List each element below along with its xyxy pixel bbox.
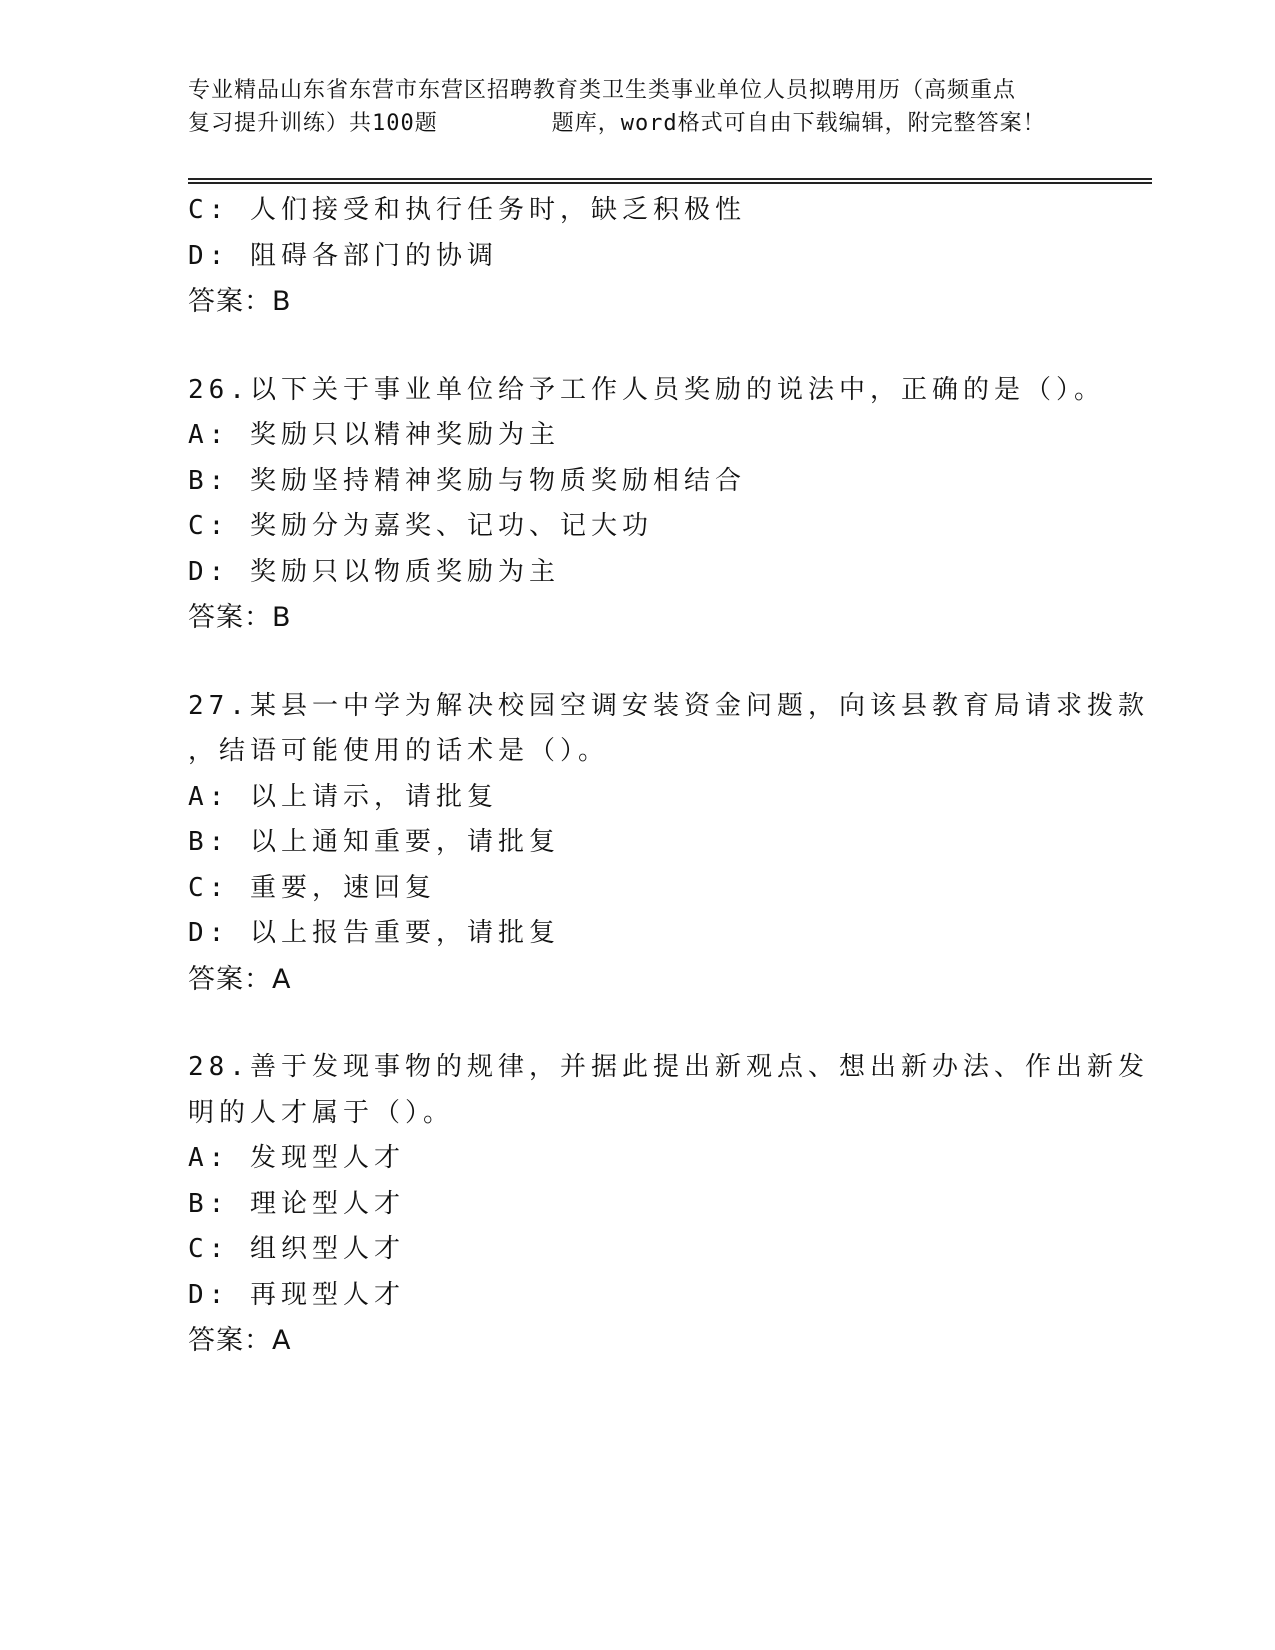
option-c: C: 人们接受和执行任务时，缺乏积极性	[188, 195, 746, 225]
header-rule-top	[188, 178, 1152, 180]
option-d: D: 奖励只以物质奖励为主	[188, 556, 560, 587]
answer-line: 答案：A	[188, 963, 292, 995]
option-d: D: 再现型人才	[188, 1279, 405, 1310]
question-26	[188, 368, 1105, 641]
answer-line: 答案：B	[188, 602, 292, 633]
header-line-1: 专业精品山东省东营市东营区招聘教育类卫生类事业单位人员拟聘用历（高频重点	[188, 78, 1017, 103]
question-stem-continued: 明的人才属于（）。	[188, 1097, 455, 1128]
question-stem-continued: ，结语可能使用的话术是（）。	[188, 736, 610, 766]
question-27	[188, 684, 1149, 1003]
option-c: C: 奖励分为嘉奖、记功、记大功	[188, 511, 653, 541]
option-b: B: 奖励坚持精神奖励与物质奖励相结合	[188, 465, 746, 496]
page-header	[188, 74, 1088, 140]
header-rule-bottom	[188, 182, 1152, 184]
option-d: D: 以上报告重要，请批复	[188, 918, 560, 948]
question-28	[188, 1045, 1149, 1364]
option-a: A: 以上请示，请批复	[188, 781, 498, 812]
header-line-2: 复习提升训练）共100题 题库，word格式可自由下载编辑，附完整答案！	[188, 111, 1046, 136]
question-stem: 27.某县一中学为解决校园空调安装资金问题，向该县教育局请求拨款	[188, 690, 1149, 721]
option-d: D: 阻碍各部门的协调	[188, 240, 498, 271]
document-body	[188, 188, 1149, 1364]
option-a: A: 奖励只以精神奖励为主	[188, 420, 560, 450]
answer-line: 答案：A	[188, 1325, 292, 1356]
option-c: C: 重要，速回复	[188, 872, 436, 903]
option-b: B: 理论型人才	[188, 1188, 405, 1219]
question-25-fragment	[188, 188, 1088, 325]
answer-line: 答案：B	[188, 286, 292, 317]
option-a: A: 发现型人才	[188, 1143, 405, 1173]
question-stem: 26.以下关于事业单位给予工作人员奖励的说法中，正确的是（）。	[188, 374, 1105, 405]
option-c: C: 组织型人才	[188, 1234, 405, 1264]
question-stem: 28.善于发现事物的规律，并据此提出新观点、想出新办法、作出新发	[188, 1052, 1149, 1082]
option-b: B: 以上通知重要，请批复	[188, 827, 560, 857]
